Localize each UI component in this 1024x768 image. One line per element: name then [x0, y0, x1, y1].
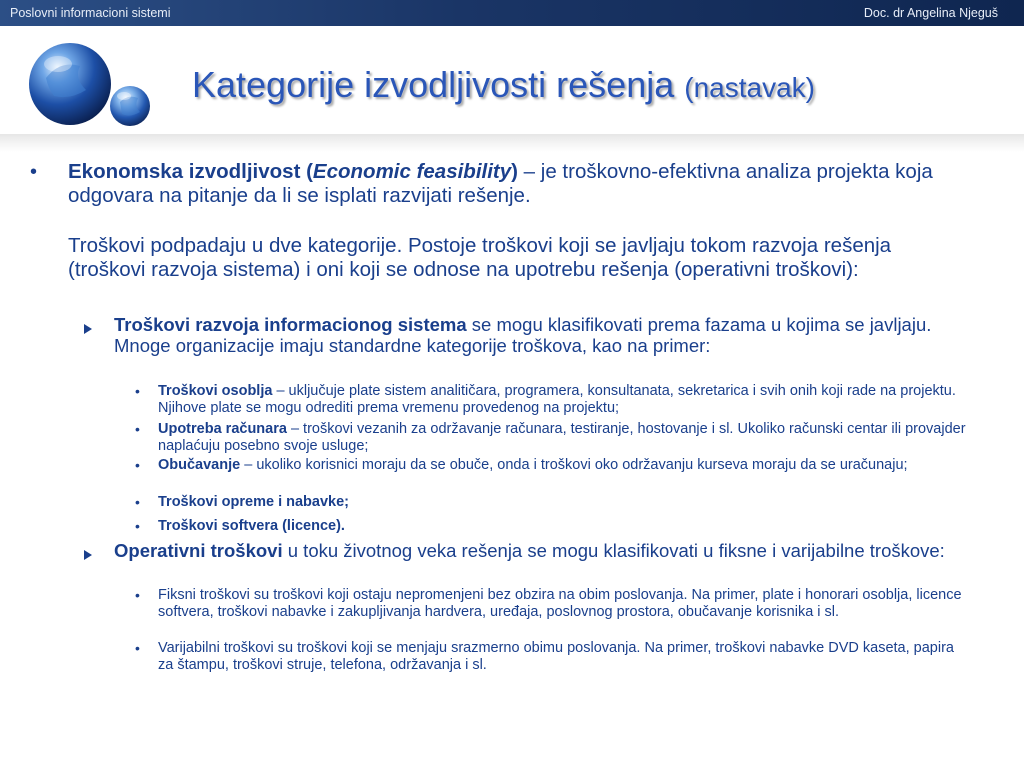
- economic-feasibility-paragraph: [68, 160, 968, 208]
- list-item-term: Troškovi osoblja: [158, 383, 273, 399]
- bullet-icon: •: [30, 161, 38, 183]
- slide-title: [192, 64, 815, 106]
- course-title: Poslovni informacioni sistemi: [10, 6, 171, 20]
- list-item: [158, 518, 968, 535]
- list-item-text: – ukoliko korisnici moraju da se obuče, onda i troškovi oko održavanju kurseva moraju da se uračunaju;: [240, 457, 908, 473]
- list-item-term: Upotreba računara: [158, 421, 287, 437]
- arrow-bullet-icon: [84, 550, 92, 560]
- header-bar: [0, 0, 1024, 26]
- list-item: [158, 494, 968, 511]
- list-item-term: Troškovi opreme i nabavke;: [158, 494, 349, 510]
- globe-logo-icon: [24, 38, 160, 134]
- development-costs-term: Troškovi razvoja informacionog sistema: [114, 314, 467, 335]
- development-costs-item: [114, 314, 974, 356]
- author-name: Doc. dr Angelina Njeguš: [863, 6, 998, 20]
- slide-title-main: Kategorije izvodljivosti rešenja: [192, 64, 675, 105]
- slide-title-suffix: (nastavak): [684, 72, 815, 103]
- list-item-text: – uključuje plate sistem analitičara, programera, konsultanata, sekretarica i svih onih koji rade na projektu. Njihove plate se mogu odrediti prema vremenu provedenog na projektu;: [158, 383, 956, 416]
- list-item-text: – troškovi vezanih za održavanje računara, testiranje, hostovanje i sl. Ukoliko računski centar ili provajder naplaćuju posebno svoje usluge;: [158, 421, 966, 454]
- bullet-icon: •: [135, 640, 140, 656]
- bullet-icon: •: [135, 383, 140, 399]
- operational-costs-item: [114, 540, 974, 561]
- term-economic-feasibility-en: Economic feasibility: [312, 160, 512, 183]
- operational-costs-text: u toku životnog veka rešenja se mogu klasifikovati u fiksne i varijabilne troškove:: [282, 540, 945, 561]
- operational-costs-term: Operativni troškovi: [114, 540, 283, 561]
- list-item: Varijabilni troškovi su troškovi koji se menjaju srazmerno obimu poslovanja. Na primer, troškovi nabavke DVD kaseta, papira za štampu, troškovi struje, telefona, održavanja i sl.: [158, 640, 954, 673]
- cost-categories-paragraph: Troškovi podpadaju u dve kategorije. Postoje troškovi koji se javljaju tokom razvoja rešenja (troškovi razvoja sistema) i oni koji se odnose na upotrebu rešenja (operativni troškovi):: [68, 234, 892, 281]
- bullet-icon: •: [135, 457, 140, 473]
- bullet-icon: •: [135, 421, 140, 437]
- list-item-term: Troškovi softvera (licence).: [158, 518, 345, 534]
- bullet-icon: •: [135, 518, 140, 534]
- economic-feasibility-definition: – je troškovno-efektivna analiza projekta koja odgovara na pitanje da li se isplati razvijati rešenje.: [68, 160, 933, 207]
- term-close: ): [511, 160, 518, 183]
- bullet-icon: •: [135, 494, 140, 510]
- list-item: [158, 421, 968, 455]
- header-divider: [0, 134, 1024, 152]
- list-item: [158, 457, 968, 474]
- term-economic-feasibility: Ekonomska izvodljivost (: [68, 160, 313, 183]
- list-item: [158, 383, 968, 417]
- development-costs-text: se mogu klasifikovati prema fazama u kojima se javljaju. Mnoge organizacije imaju standardne kategorije troškova, kao na primer:: [114, 314, 932, 356]
- arrow-bullet-icon: [84, 324, 92, 334]
- bullet-icon: •: [135, 587, 140, 603]
- list-item: Fiksni troškovi su troškovi koji ostaju nepromenjeni bez obzira na obim poslovanja. Na primer, plate i honorari osoblja, licence softvera, troškovi nabavke i zakupljivanja hardvera, uređaja, poslovnog prostora, obučavanje korisnika i sl.: [158, 587, 962, 620]
- list-item-term: Obučavanje: [158, 457, 241, 473]
